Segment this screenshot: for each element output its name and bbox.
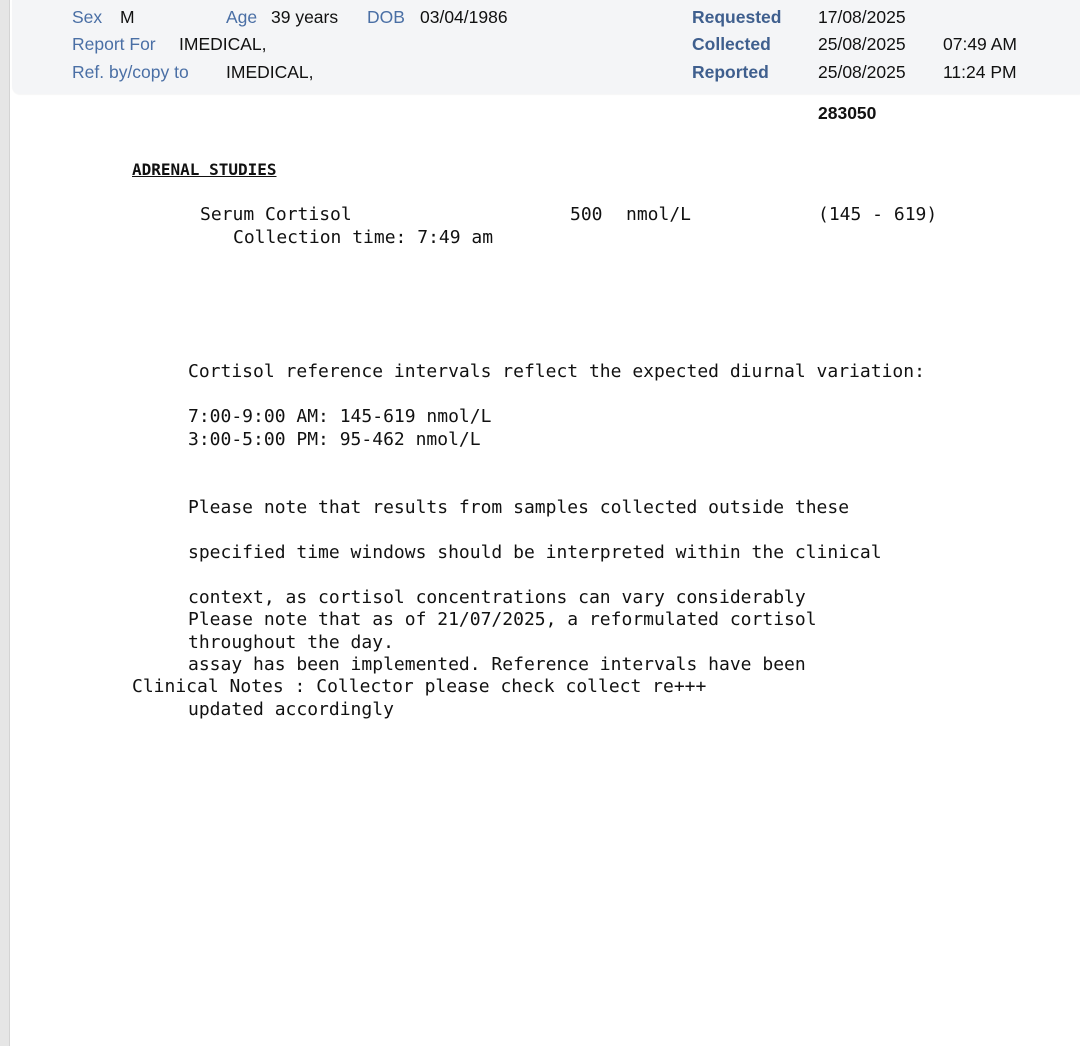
ref-value: IMEDICAL, xyxy=(226,62,314,82)
age-value: 39 years xyxy=(271,7,339,27)
result-value: 500 xyxy=(570,204,603,225)
collection-time: Collection time: 7:49 am xyxy=(233,227,494,248)
note-2 xyxy=(188,586,817,744)
requested-date: 17/08/2025 xyxy=(818,7,906,27)
interval-intro: Cortisol reference intervals reflect the expected diurnal variation: xyxy=(188,361,925,382)
report-for-value: IMEDICAL, xyxy=(179,34,267,54)
dob-value: 03/04/1986 xyxy=(420,7,508,27)
collected-date: 25/08/2025 xyxy=(818,34,906,54)
page-left-border xyxy=(0,0,10,1046)
note-1-line: Please note that results from samples collected outside these xyxy=(188,496,850,518)
age-label: Age xyxy=(226,7,258,27)
test-name: Serum Cortisol xyxy=(200,204,352,225)
accession-number: 283050 xyxy=(818,103,877,123)
collected-time: 07:49 AM xyxy=(943,34,1017,54)
reported-time: 11:24 PM xyxy=(943,62,1017,82)
note-1-line: throughout the day. xyxy=(188,631,394,653)
note-2-line: assay has been implemented. Reference intervals have been xyxy=(188,653,806,675)
ref-label: Ref. by/copy to xyxy=(72,62,189,82)
section-title: ADRENAL STUDIES xyxy=(132,160,277,179)
report-header xyxy=(12,0,1080,94)
clinical-notes: Clinical Notes : Collector please check collect re+++ xyxy=(132,676,707,697)
result-unit: nmol/L xyxy=(626,204,692,225)
sex-label: Sex xyxy=(72,7,103,27)
note-2-line: updated accordingly xyxy=(188,698,394,720)
note-1-line: context, as cortisol concentrations can vary considerably xyxy=(188,586,806,608)
note-2-line: Please note that as of 21/07/2025, a reformulated cortisol xyxy=(188,608,817,630)
report-for-label: Report For xyxy=(72,34,156,54)
reference-range: (145 - 619) xyxy=(818,204,938,225)
reported-label: Reported xyxy=(692,62,769,82)
reported-date: 25/08/2025 xyxy=(818,62,906,82)
requested-label: Requested xyxy=(692,7,782,27)
interval-am: 7:00-9:00 AM: 145-619 nmol/L xyxy=(188,406,492,427)
dob-label: DOB xyxy=(367,7,405,27)
collected-label: Collected xyxy=(692,34,771,54)
interval-pm: 3:00-5:00 PM: 95-462 nmol/L xyxy=(188,429,481,450)
note-1-line: specified time windows should be interpreted within the clinical xyxy=(188,541,882,563)
sex-value: M xyxy=(120,7,135,27)
